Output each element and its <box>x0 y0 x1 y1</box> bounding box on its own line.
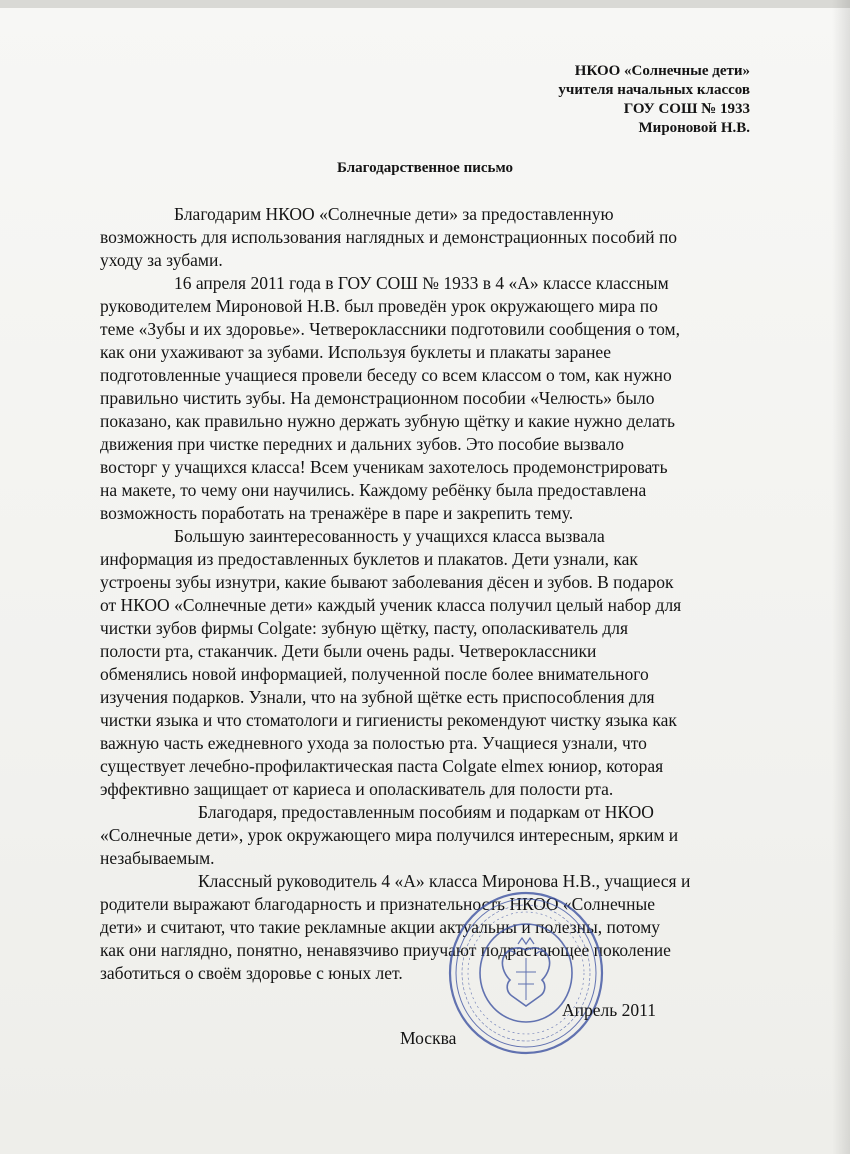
body-line: информация из предоставленных буклетов и плакатов. Дети узнали, как <box>100 549 638 569</box>
body-line: чистки языка и что стоматологи и гигиенисты рекомендуют чистку языка как <box>100 710 677 730</box>
body-line: устроены зубы изнутри, какие бывают заболевания дёсен и зубов. В подарок <box>100 572 674 592</box>
body-line: возможность для использования наглядных и демонстрационных пособий по <box>100 227 678 247</box>
body-line: 16 апреля 2011 года в ГОУ СОШ № 1933 в 4 «А» классе классным <box>174 273 669 293</box>
body-line: обменялись новой информацией, полученной после более внимательного <box>100 664 649 684</box>
body-line: Благодарим НКОО «Солнечные дети» за предоставленную <box>174 204 614 224</box>
body-line: эффективно защищает от кариеса и ополаскиватель для полости рта. <box>100 779 614 799</box>
body-line: правильно чистить зубы. На демонстрационном пособии «Челюсть» было <box>100 388 655 408</box>
body-line: дети» и считают, что такие рекламные акции актуальны и полезны, потому <box>100 917 661 937</box>
body-line: на макете, то чему они научились. Каждому ребёнку была предоставлена <box>100 480 647 500</box>
body-line: важную часть ежедневного ухода за полостью рта. Учащиеся узнали, что <box>100 733 647 753</box>
body-line: чистки зубов фирмы Colgate: зубную щётку, пасту, ополаскиватель для <box>100 618 629 638</box>
body-line: полости рта, стаканчик. Дети были очень рады. Четвероклассники <box>100 641 597 661</box>
official-seal-stamp <box>446 888 606 1058</box>
recipient-block <box>430 62 750 138</box>
body-line: показано, как правильно нужно держать зубную щётку и какие нужно делать <box>100 411 675 431</box>
body-line: Большую заинтересованность у учащихся класса вызвала <box>174 526 605 546</box>
letter-city: Москва <box>400 1028 457 1048</box>
body-line: подготовленные учащиеся провели беседу со всем классом о том, как нужно <box>100 365 672 385</box>
letter-body <box>100 203 740 985</box>
recipient-role: учителя начальных классов <box>558 82 750 98</box>
body-line: руководителем Мироновой Н.В. был проведён урок окружающего мира по <box>100 296 658 316</box>
body-line: от НКОО «Солнечные дети» каждый ученик класса получил целый набор для <box>100 595 682 615</box>
body-line: как они наглядно, понятно, ненавязчиво приучают подрастающее поколение <box>100 940 671 960</box>
body-line: существует лечебно-профилактическая паста Colgate elmex юниор, которая <box>100 756 664 776</box>
body-line: теме «Зубы и их здоровье». Четвероклассники подготовили сообщения о том, <box>100 319 680 339</box>
body-line: как они ухаживают за зубами. Используя буклеты и плакаты заранее <box>100 342 611 362</box>
recipient-name: Мироновой Н.В. <box>638 120 750 136</box>
body-line: заботиться о своём здоровье с юных лет. <box>100 963 403 983</box>
body-line: Благодаря, предоставленным пособиям и подаркам от НКОО <box>198 802 654 822</box>
body-line: движения при чистке передних и дальних зубов. Это пособие вызвало <box>100 434 624 454</box>
scan-edge-top <box>0 0 850 8</box>
body-line: возможность поработать на тренажёре в паре и закрепить тему. <box>100 503 574 523</box>
letter-title: Благодарственное письмо <box>337 160 513 176</box>
body-line: незабываемым. <box>100 848 215 868</box>
body-line: изучения подарков. Узнали, что на зубной щётке есть приспособления для <box>100 687 655 707</box>
letter-date: Апрель 2011 <box>562 1000 656 1020</box>
body-line: уходу за зубами. <box>100 250 223 270</box>
body-line: Классный руководитель 4 «А» класса Миронова Н.В., учащиеся и <box>198 871 691 891</box>
body-line: восторг у учащихся класса! Всем ученикам захотелось продемонстрировать <box>100 457 668 477</box>
recipient-school: ГОУ СОШ № 1933 <box>623 101 750 117</box>
body-line: «Солнечные дети», урок окружающего мира получился интересным, ярким и <box>100 825 679 845</box>
body-line: родители выражают благодарность и признательность НКОО «Солнечные <box>100 894 655 914</box>
recipient-org: НКОО «Солнечные дети» <box>574 63 750 79</box>
